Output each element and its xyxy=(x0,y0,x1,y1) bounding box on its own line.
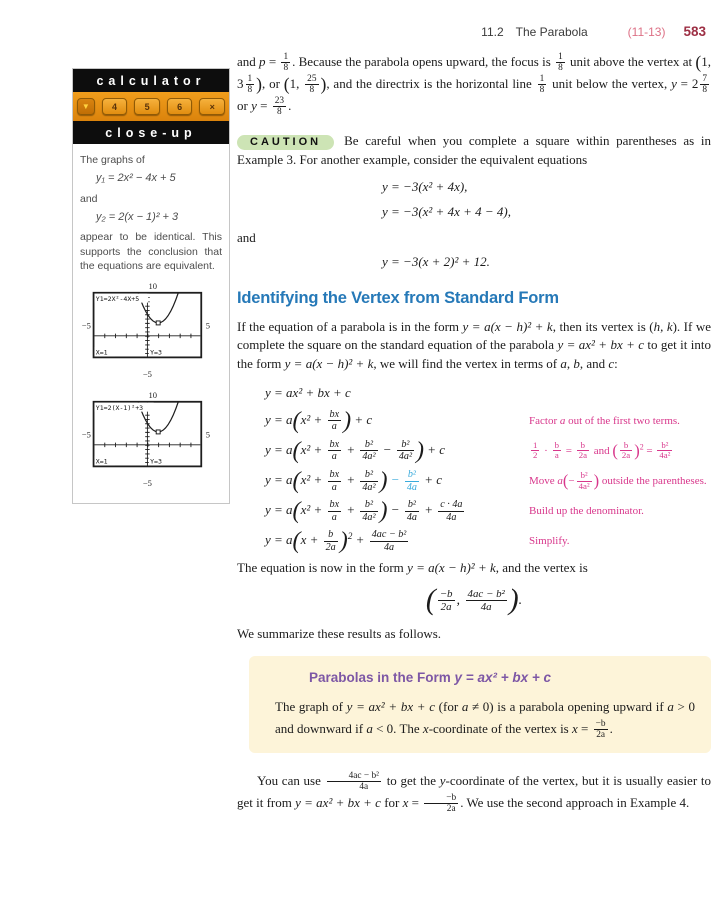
math-text: to get it into the form xyxy=(237,337,712,372)
math-text: = xyxy=(265,53,280,69)
numerator: b² xyxy=(657,441,672,452)
math-text: + c xyxy=(420,472,442,488)
math-text: y xyxy=(671,75,677,91)
denominator: 2a xyxy=(621,450,631,461)
math-text: for xyxy=(380,794,403,810)
fraction xyxy=(328,409,342,433)
derivation-row xyxy=(265,529,711,553)
math-text: − xyxy=(387,472,403,488)
caution-equation-3: y = −3(x + 2)² + 12. xyxy=(382,254,490,270)
math-text: y = ax² + bx + c xyxy=(557,337,645,353)
derivation-equation xyxy=(265,384,527,403)
math-text: y = a(x − h)² + k xyxy=(284,356,374,372)
math-text: , xyxy=(566,356,574,372)
denominator: a xyxy=(331,421,337,433)
math-text: + xyxy=(343,472,359,488)
math-text: : xyxy=(614,356,618,372)
caution-equation-1: y = −3(x² + 4x), xyxy=(382,178,468,194)
fraction xyxy=(370,529,409,553)
denominator: 4a² xyxy=(659,450,671,461)
fraction xyxy=(405,499,419,523)
math-text: a xyxy=(559,414,566,427)
math-text: x² + xyxy=(300,411,326,427)
math-text: + c xyxy=(351,411,373,427)
derivation-equation xyxy=(265,499,527,523)
summary-box-body xyxy=(275,696,695,741)
numerator: c · 4a xyxy=(440,499,463,511)
denominator: a xyxy=(331,481,337,493)
math-text: . We use the second approach in Example 4. xyxy=(460,794,690,810)
derivation-annotation xyxy=(527,534,711,548)
math-text: x² + xyxy=(300,502,326,518)
math-text: − xyxy=(379,441,395,457)
math-text: . Because the parabola opens upward, the focus is xyxy=(292,53,555,69)
xmin-label: −5 xyxy=(81,320,91,331)
numerator: 1 xyxy=(558,52,563,62)
big-paren: ( xyxy=(292,468,301,494)
fraction xyxy=(405,469,419,493)
math-text: + xyxy=(343,441,359,457)
section-title: The Parabola xyxy=(515,25,588,39)
math-text: a xyxy=(560,356,567,372)
math-text: and xyxy=(591,444,613,457)
trace-equation-label: Y1=2(X-1)²+3 xyxy=(95,404,144,413)
fraction xyxy=(531,441,539,462)
caution-badge: CAUTION xyxy=(237,135,334,150)
denominator: 4a xyxy=(406,481,417,493)
fraction xyxy=(553,441,561,462)
denominator: 4a² xyxy=(362,481,376,493)
math-text: . xyxy=(518,592,523,608)
fraction xyxy=(577,441,589,462)
math-text: x² + xyxy=(300,441,326,457)
calculator-arrow-key: ▼ xyxy=(77,98,95,115)
math-text: + c xyxy=(424,441,446,457)
math-text: . xyxy=(288,97,292,113)
calculator-graph-1 xyxy=(80,282,222,383)
math-text: The graph of xyxy=(275,698,347,714)
numerator: b² xyxy=(360,439,377,451)
section-heading: Identifying the Vertex from Standard Form xyxy=(237,288,559,307)
derivation-equation xyxy=(265,409,527,433)
math-text: · xyxy=(541,444,551,457)
calculator-key-6: 6 xyxy=(167,98,193,115)
denominator: 4a² xyxy=(578,480,590,491)
math-text: If the equation of a parabola is in the form xyxy=(237,318,463,334)
numerator: b xyxy=(620,441,632,452)
math-text: unit below the vertex, xyxy=(548,75,672,91)
math-text: y xyxy=(439,772,446,788)
denominator: 2a xyxy=(578,450,588,461)
math-text: a xyxy=(366,720,373,736)
math-text: -coordinate of the vertex, but it is usually easier to get it from xyxy=(237,772,711,810)
caution-block xyxy=(237,132,711,274)
closing-paragraph xyxy=(237,771,711,815)
fraction xyxy=(360,439,377,463)
math-text: You can use xyxy=(257,772,325,788)
fraction xyxy=(328,469,342,493)
math-text: + xyxy=(420,502,437,518)
math-text: x xyxy=(572,720,578,736)
math-text: , then its vertex is ( xyxy=(552,318,654,334)
numerator: b² xyxy=(360,499,377,511)
caution-text: Be careful when you complete a square within parentheses as in Example 3. For another example, consider the equivalent equations xyxy=(237,132,711,167)
calculator-key-4: 4 xyxy=(102,98,128,115)
summary-box-title xyxy=(309,668,695,688)
numerator: b xyxy=(577,441,589,452)
denominator: 4a xyxy=(406,511,417,523)
math-text: ). If we complete the square on the standard equation of the parabola xyxy=(237,318,711,353)
derivation-annotation xyxy=(527,414,711,428)
denominator: 4a xyxy=(446,511,457,523)
ymin-label: −5 xyxy=(142,478,152,489)
denominator: 2a xyxy=(440,601,452,614)
numerator: b² xyxy=(405,499,419,511)
section-intro-paragraph xyxy=(237,318,711,375)
denominator: a xyxy=(331,451,337,463)
fraction xyxy=(438,588,455,613)
math-text: Simplify. xyxy=(529,534,570,547)
caution-paragraph xyxy=(237,132,711,170)
fraction xyxy=(424,793,458,815)
big-paren: ( xyxy=(425,583,436,616)
math-text: = xyxy=(577,720,592,736)
math-text: ≠ 0) is a parabola opening upward if xyxy=(468,698,668,714)
math-text: − xyxy=(387,502,403,518)
denominator: 4a² xyxy=(362,451,376,463)
big-paren: ) xyxy=(379,468,388,494)
numerator: 23 xyxy=(274,95,285,106)
big-paren: ) xyxy=(634,440,640,460)
math-text: to get the xyxy=(382,772,440,788)
derivation-annotation xyxy=(527,441,711,462)
calculator-closeup-sidebar xyxy=(72,68,230,504)
denominator: 8 xyxy=(283,63,289,74)
math-text: y = a(x − h)² + k xyxy=(462,318,553,334)
math-text: y = ax² + bx + c xyxy=(295,794,381,810)
math-text: = 2 xyxy=(676,75,699,91)
math-text: Build up the denominator. xyxy=(529,504,644,517)
denominator: 4a xyxy=(359,782,369,793)
sidebar-equation-1: y₁ = 2x² − 4x + 5 xyxy=(96,172,176,185)
math-text: y = ax² + bx + c xyxy=(346,698,435,714)
math-text: , xyxy=(456,592,464,608)
numerator: 1 xyxy=(247,73,253,84)
sidebar-conjunction: and xyxy=(80,192,98,205)
numerator: 1 xyxy=(539,73,545,84)
math-text: Move xyxy=(529,474,558,487)
math-text: y = a xyxy=(265,502,293,518)
math-text: or xyxy=(237,97,252,113)
numerator: −b xyxy=(595,718,606,729)
ymax-label: 10 xyxy=(148,391,158,401)
math-text: b xyxy=(573,356,580,372)
math-text: = xyxy=(408,794,423,810)
page-number: 583 xyxy=(683,24,706,39)
trace-equation-label: Y1=2X²-4X+5 xyxy=(95,294,140,303)
result-paragraph xyxy=(237,559,711,578)
fraction xyxy=(305,74,318,96)
derivation-row xyxy=(265,409,711,433)
denominator: 2a xyxy=(446,804,456,815)
numerator: 7 xyxy=(702,73,707,84)
numerator: 4ac − b² xyxy=(371,529,407,541)
fraction xyxy=(360,499,377,523)
numerator: b² xyxy=(397,439,414,451)
fraction xyxy=(360,469,377,493)
derivation-row xyxy=(265,439,711,463)
denominator: 4a xyxy=(480,601,492,614)
numerator: 4ac − b² xyxy=(327,771,381,782)
math-text: a xyxy=(461,698,469,714)
math-text: , or xyxy=(262,75,284,91)
fraction xyxy=(538,74,547,96)
intro-paragraph xyxy=(237,52,711,118)
numerator: 1 xyxy=(283,52,289,62)
ymax-label: 10 xyxy=(148,281,158,291)
math-text: The equation is now in the form xyxy=(237,560,408,576)
denominator: 4a² xyxy=(398,451,412,463)
math-text: . xyxy=(609,720,613,736)
fraction xyxy=(577,471,592,492)
caution-conjunction: and xyxy=(237,230,256,246)
derivation-annotation xyxy=(527,504,711,518)
y-readout: Y=3 xyxy=(150,348,162,357)
math-text: y = a xyxy=(265,441,293,457)
calculator-graph-2 xyxy=(80,391,222,492)
math-text: -coordinate of the vertex is xyxy=(428,720,572,736)
math-text: p xyxy=(259,53,266,69)
math-text: c xyxy=(608,356,615,372)
math-text: + xyxy=(343,502,359,518)
numerator: 1 xyxy=(533,439,538,450)
ymin-label: −5 xyxy=(142,368,152,379)
x-readout: X=1 xyxy=(95,457,108,466)
summary-line: We summarize these results as follows. xyxy=(237,626,442,642)
big-paren: ) xyxy=(415,437,424,464)
fraction xyxy=(281,52,290,74)
math-text: − xyxy=(568,474,575,487)
denominator: 2a xyxy=(325,541,336,553)
numerator: bx xyxy=(329,439,340,451)
trace-cursor xyxy=(156,321,160,325)
numerator: 4ac − b² xyxy=(467,587,505,600)
fraction xyxy=(700,74,709,96)
denominator: a xyxy=(554,450,559,461)
vertex-formula xyxy=(237,583,711,616)
trace-cursor xyxy=(156,430,160,434)
big-paren: ( xyxy=(292,437,301,464)
calculator-screen-1 xyxy=(81,282,221,379)
derivation-annotation xyxy=(527,471,711,492)
sidebar-outro: appear to be identical. This supports the conclusion that the equations are equivalent. xyxy=(80,231,222,273)
math-text: y = a(x − h)² + k xyxy=(407,560,496,576)
math-text: y = ax² + bx + c xyxy=(265,385,351,401)
math-text: = xyxy=(256,97,271,113)
big-paren: ( xyxy=(695,52,702,73)
big-paren: ) xyxy=(508,583,519,616)
big-paren: ) xyxy=(593,470,600,490)
section-number: 11.2 xyxy=(481,25,504,39)
big-paren: ) xyxy=(320,74,327,95)
math-text: Factor xyxy=(529,414,560,427)
denominator: 4a² xyxy=(362,511,376,523)
math-text: 1, xyxy=(289,75,304,91)
math-text: y = a xyxy=(265,532,293,548)
fraction xyxy=(328,439,342,463)
big-paren: ) xyxy=(343,407,352,434)
denominator: 8 xyxy=(539,85,545,96)
big-paren: ( xyxy=(562,470,569,490)
math-text: y = a xyxy=(265,472,293,488)
fraction xyxy=(397,439,414,463)
denominator: a xyxy=(331,511,337,523)
numerator: bx xyxy=(329,499,340,511)
numerator: b xyxy=(324,529,338,541)
math-text: a xyxy=(667,698,674,714)
sidebar-intro: The graphs of xyxy=(80,154,145,166)
math-text: < 0. The xyxy=(372,720,423,736)
denominator: 4a xyxy=(383,541,395,553)
numerator: −b xyxy=(439,587,453,600)
derivation-row xyxy=(265,384,711,403)
x-readout: X=1 xyxy=(95,348,108,357)
numerator: −b xyxy=(424,793,458,804)
calculator-screen-2 xyxy=(81,391,221,488)
math-text: unit above the vertex at xyxy=(566,53,696,69)
fraction xyxy=(327,771,381,793)
numerator: b xyxy=(554,439,559,450)
fraction xyxy=(620,441,632,462)
sidebar-equation-2: y₂ = 2(x − 1)² + 3 xyxy=(96,211,179,224)
math-text: , we will find the vertex in terms of xyxy=(373,356,561,372)
page-range: (11-13) xyxy=(627,25,666,39)
caution-equation-2: y = −3(x² + 4x + 4 − 4), xyxy=(382,203,511,219)
fraction xyxy=(273,96,286,118)
numerator: b² xyxy=(360,469,377,481)
xmax-label: 5 xyxy=(205,320,211,331)
numerator: bx xyxy=(329,469,340,481)
big-paren: ) xyxy=(256,74,263,95)
math-text: (for xyxy=(434,698,462,714)
running-head xyxy=(0,24,706,39)
math-text: , and the vertex is xyxy=(495,560,588,576)
fraction xyxy=(594,719,608,741)
fraction xyxy=(324,529,338,553)
math-text: 2 xyxy=(347,531,353,542)
denominator: 8 xyxy=(247,85,253,96)
big-paren: ( xyxy=(292,498,301,525)
denominator: 8 xyxy=(702,85,707,96)
calculator-banner: calculator xyxy=(73,69,229,92)
fraction xyxy=(328,499,342,523)
big-paren: ( xyxy=(292,407,301,434)
numerator: 25 xyxy=(307,73,317,84)
big-paren: ( xyxy=(283,74,290,95)
summary-box xyxy=(249,656,711,753)
math-text: x + xyxy=(300,532,322,548)
xmax-label: 5 xyxy=(205,429,211,440)
calculator-key-multiply: × xyxy=(199,98,225,115)
big-paren: ) xyxy=(339,528,348,555)
math-text: out of the first two terms. xyxy=(565,414,680,427)
derivation-equation xyxy=(265,469,527,493)
math-text: y xyxy=(251,97,257,113)
derivation-row xyxy=(265,469,711,493)
fraction xyxy=(657,441,672,462)
numerator: b² xyxy=(405,469,419,481)
numerator: b² xyxy=(577,471,592,482)
math-text: outside the parentheses. xyxy=(599,474,707,487)
derivation-row xyxy=(265,499,711,523)
box-title-text: Parabolas in the Form xyxy=(309,670,455,686)
math-text: x xyxy=(422,720,429,736)
math-text: a xyxy=(557,474,563,487)
sidebar-body xyxy=(73,144,229,503)
denominator: 2 xyxy=(533,450,538,461)
big-paren: ) xyxy=(379,498,388,525)
math-text: h, k xyxy=(653,318,673,334)
math-text: 1, 3 xyxy=(237,53,711,91)
big-paren: ( xyxy=(612,440,618,460)
fraction xyxy=(438,499,464,523)
big-paren: ( xyxy=(292,528,301,555)
derivation-steps xyxy=(265,384,711,553)
xmin-label: −5 xyxy=(81,429,91,440)
math-text: , and xyxy=(579,356,609,372)
fraction xyxy=(246,74,255,96)
denominator: 8 xyxy=(277,107,282,118)
math-text: 2 xyxy=(639,442,644,452)
calculator-key-5: 5 xyxy=(134,98,160,115)
derivation-equation xyxy=(265,529,527,553)
denominator: 8 xyxy=(558,63,563,74)
denominator: 8 xyxy=(309,85,315,96)
y-readout: Y=3 xyxy=(150,457,162,466)
math-text: + xyxy=(352,532,368,548)
math-text: x xyxy=(402,794,409,810)
derivation-equation xyxy=(265,439,527,463)
fraction xyxy=(556,52,565,74)
math-text: and xyxy=(237,53,260,69)
math-text: > 0 and downward if xyxy=(275,698,696,736)
math-text: x² + xyxy=(300,472,326,488)
math-text: = xyxy=(643,444,656,457)
numerator: bx xyxy=(329,409,340,421)
math-text: y = a xyxy=(265,411,293,427)
math-text: = xyxy=(562,444,575,457)
math-text: , and the directrix is the horizontal line xyxy=(326,75,536,91)
box-title-math: y = ax² + bx + c xyxy=(454,670,551,686)
denominator: 2a xyxy=(596,730,606,741)
closeup-banner: close-up xyxy=(73,121,229,144)
fraction xyxy=(466,588,507,613)
calculator-keypad xyxy=(73,92,229,121)
main-column xyxy=(237,52,711,820)
